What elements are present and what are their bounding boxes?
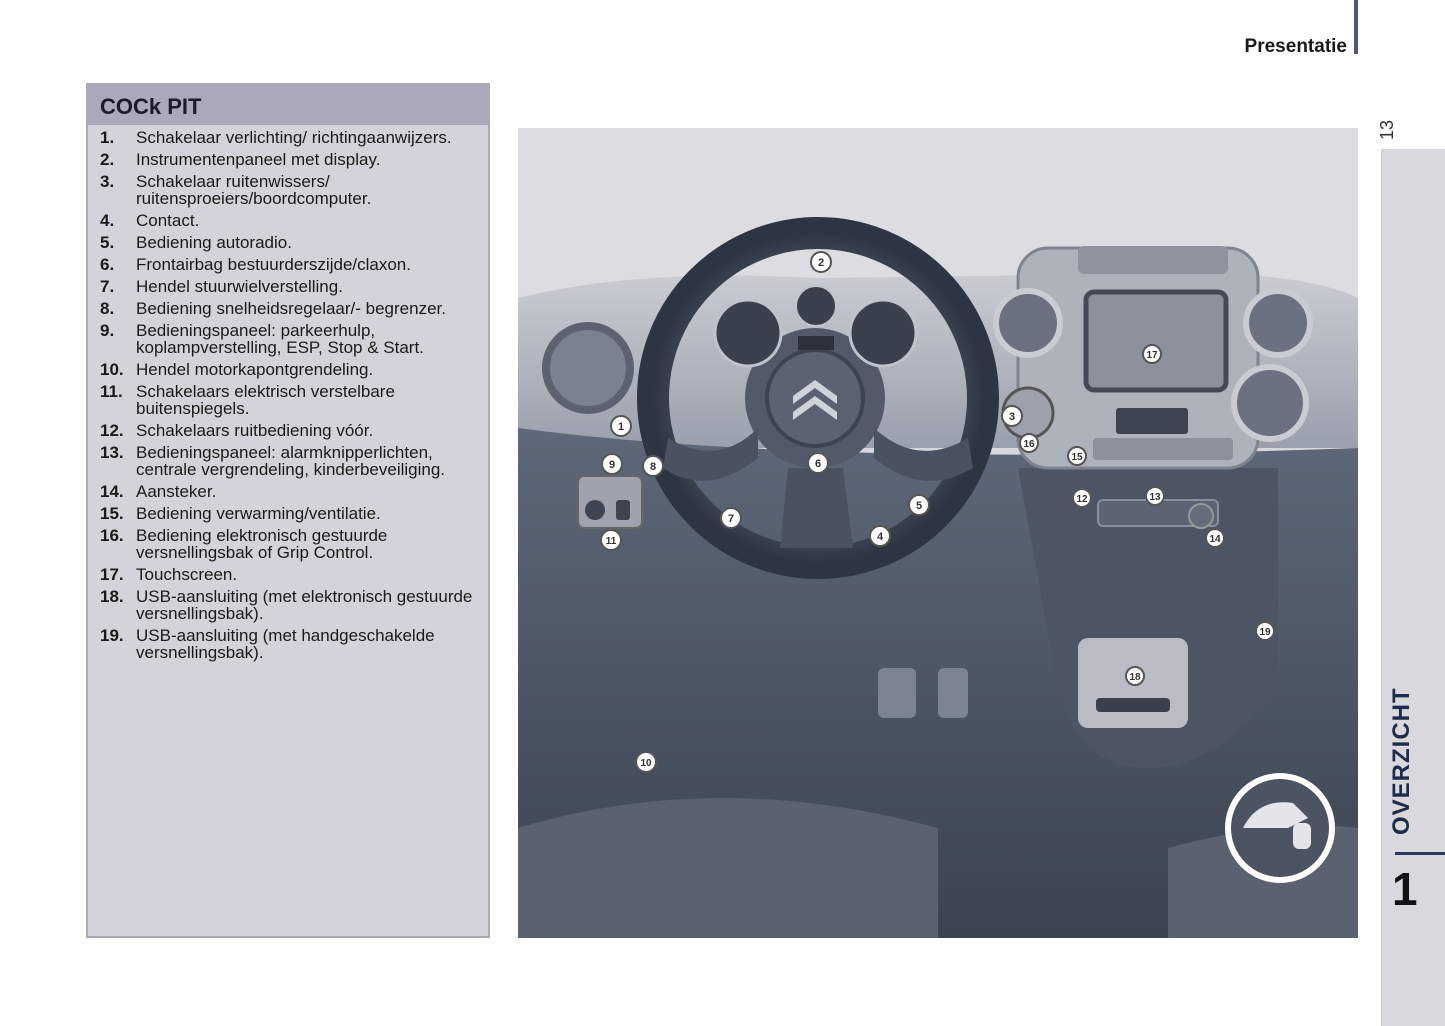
item-number: 14. [100,482,124,501]
callout-label: 4 [876,531,884,543]
callout-5 [909,495,929,515]
callout-13 [1146,487,1164,505]
center-gauge [796,286,836,326]
item-text: Bediening autoradio. [136,233,292,252]
list-item [100,505,480,522]
callout-18 [1126,667,1144,685]
cluster-display [798,336,834,350]
item-text: Aansteker. [136,482,217,501]
item-number: 3. [100,172,115,191]
gear-shift-warning-icon [1228,776,1332,880]
callout-11 [601,530,621,550]
item-number: 8. [100,299,115,318]
callout-6 [808,453,828,473]
list-item [100,151,480,168]
item-number: 15. [100,504,124,523]
item-text: Frontairbag bestuurderszijde/claxon. [136,255,411,274]
item-number: 2. [100,150,115,169]
item-number: 11. [100,382,123,401]
mirror-switch-panel [578,476,642,528]
callout-label: 12 [1076,494,1088,505]
header-rule [1354,0,1358,54]
center-vent-right-upper [1246,291,1310,355]
callout-label: 9 [608,459,616,471]
callout-9 [602,454,622,474]
page-number: 13 [1377,119,1397,140]
item-text: Bedieningspaneel: alarmknipperlichten, centrale vergrendeling, kinderbeveiliging. [136,443,446,479]
seat-left [518,798,938,938]
callout-label: 6 [814,458,822,470]
callout-14 [1206,529,1224,547]
item-text: USB-aansluiting (met handgeschakelde versnellingsbak). [136,626,435,662]
center-vent-right-lower [1234,367,1306,439]
sidebar-title-bar [88,85,488,125]
item-text: Schakelaars elektrisch verstelbare buitenspiegels. [136,382,395,418]
callout-label: 17 [1146,350,1158,361]
callout-1 [611,416,631,436]
item-text: Bediening verwarming/ventilatie. [136,504,381,523]
callout-label: 5 [915,500,923,512]
cockpit-drawing [518,128,1358,938]
callout-label: 7 [727,513,735,525]
item-text: Schakelaar ruitenwissers/ ruitensproeiers/boordcomputer. [136,172,372,208]
callout-label: 10 [640,758,652,769]
item-number: 17. [100,565,124,584]
item-text: Hendel stuurwielverstelling. [136,277,343,296]
side-tab-label: OVERZICHT [1388,687,1415,835]
item-text: Hendel motorkapontgrendeling. [136,360,374,379]
callout-3 [1002,406,1022,426]
list-item [100,278,480,295]
callout-label: 1 [617,421,625,433]
item-number: 16. [100,526,124,545]
item-text: Instrumentenpaneel met display. [136,150,381,169]
cigarette-lighter [1189,504,1213,528]
list-item [100,256,480,273]
item-text: Touchscreen. [136,565,238,584]
cockpit-illustration [518,128,1358,938]
list-item [100,588,480,622]
callout-10 [636,752,656,772]
callout-8 [643,456,663,476]
page-number-box [1377,112,1403,142]
item-number: 9. [100,321,115,340]
callout-label: 3 [1008,411,1016,423]
sidebar-title: COCk PIT [100,94,202,119]
list-item [100,444,480,478]
item-text: Bedieningspaneel: parkeerhulp, koplampverstelling, ESP, Stop & Start. [136,321,424,357]
callout-label: 15 [1071,452,1083,463]
tachometer [850,300,916,366]
sidebar-box [86,83,490,938]
item-text: Contact. [136,211,200,230]
callout-17 [1143,345,1161,363]
list-item [100,173,480,207]
chapter-number: 1 [1392,863,1418,915]
list-item [100,234,480,251]
usb-slot [1096,698,1170,712]
item-text: Schakelaar verlichting/ richtingaanwijzers. [136,128,452,147]
pedal-left [878,668,916,718]
item-text: Bediening snelheidsregelaar/- begrenzer. [136,299,446,318]
mirror-toggle [616,500,630,520]
callout-19 [1256,622,1274,640]
list-item [100,322,480,356]
steering-spoke-bottom [780,468,853,548]
list-item [100,527,480,561]
item-number: 5. [100,233,115,252]
list-item [100,212,480,229]
callout-label: 16 [1023,439,1035,450]
callout-7 [721,508,741,528]
callout-4 [870,526,890,546]
item-number: 7. [100,277,115,296]
item-number: 6. [100,255,115,274]
callout-2 [811,252,831,272]
item-number: 1. [100,128,115,147]
item-number: 10. [100,360,124,379]
upper-switch-bar [1078,246,1228,274]
item-text: USB-aansluiting (met elektronisch gestuurde versnellingsbak). [136,587,473,623]
item-number: 4. [100,211,115,230]
list-item [100,422,480,439]
callout-label: 18 [1129,672,1141,683]
item-number: 19. [100,626,124,645]
mirror-switch [585,500,605,520]
list-item [100,483,480,500]
center-vent-left [996,291,1060,355]
callout-label: 2 [817,257,825,269]
list-item [100,566,480,583]
callout-16 [1020,434,1038,452]
callout-15 [1068,447,1086,465]
speedometer [715,300,781,366]
callout-label: 13 [1149,492,1161,503]
list-item [100,361,480,378]
list-item [100,383,480,417]
item-number: 12. [100,421,124,440]
callout-label: 14 [1209,534,1221,545]
item-number: 13. [100,443,124,462]
left-air-vent [546,326,630,410]
list-item [100,129,480,146]
list-item [100,627,480,661]
item-text: Bediening elektronisch gestuurde versnellingsbak of Grip Control. [136,526,388,562]
touchscreen [1086,292,1226,390]
callout-label: 8 [649,461,657,473]
pedal-right [938,668,968,718]
cockpit-item-list [100,129,480,666]
climate-panel [1093,438,1233,460]
item-number: 18. [100,587,124,606]
radio-display [1116,408,1188,434]
item-text: Schakelaars ruitbediening vóór. [136,421,374,440]
header-title: Presentatie [1244,36,1347,57]
callout-label: 11 [605,536,617,547]
callout-12 [1073,489,1091,507]
callout-label: 19 [1259,627,1271,638]
list-item [100,300,480,317]
side-tab-rule [1395,852,1445,855]
